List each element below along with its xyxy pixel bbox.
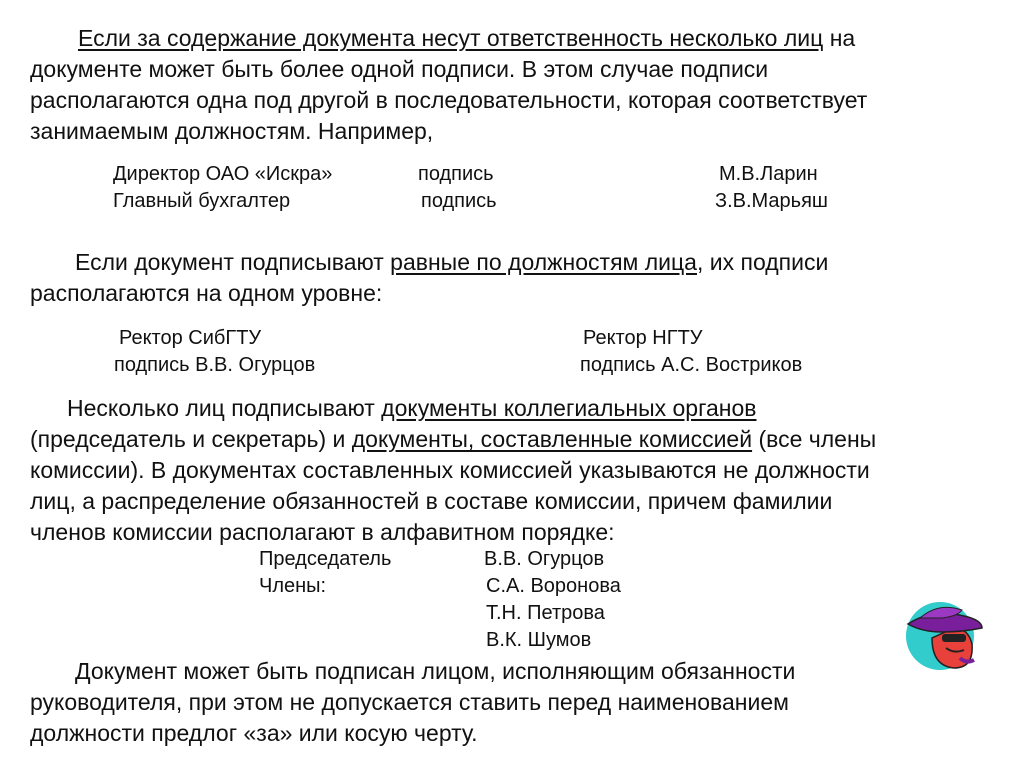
member-name: С.А. Воронова — [486, 575, 621, 597]
signature-line: подпись А.С. Востриков — [580, 354, 803, 376]
position-title: Ректор НГТУ — [583, 327, 703, 349]
paragraph-line: должности предлог «за» или косую черту. — [30, 720, 478, 746]
paragraph-line: документе может быть более одной подписи. В этом случае подписи — [30, 56, 769, 82]
paragraph-acting-head — [30, 656, 992, 749]
underlined-phrase: Если за содержание документа несут ответственность несколько лиц — [78, 25, 824, 51]
text: (все члены — [752, 426, 877, 452]
underlined-phrase: документы, составленные комиссией — [351, 426, 753, 452]
signature-line: подпись В.В. Огурцов — [114, 354, 316, 376]
text: , их подписи — [696, 249, 829, 275]
signature-placeholder: подпись — [421, 190, 497, 212]
paragraph-line: комиссии). В документах составленных комиссией указываются не должности — [30, 457, 870, 483]
paragraph-line: руководителя, при этом не допускается ставить перед наименованием — [30, 689, 789, 715]
paragraph-line — [30, 393, 992, 424]
paragraph-line — [30, 23, 992, 54]
position-title: Главный бухгалтер — [113, 190, 291, 212]
underlined-phrase: равные по должностям лица — [390, 249, 697, 275]
underlined-phrase: документы коллегиальных органов — [381, 395, 757, 421]
text: на — [823, 25, 856, 51]
member-name: В.К. Шумов — [486, 629, 592, 651]
paragraph-equal-signatures — [30, 247, 992, 309]
paragraph-line: лиц, а распределение обязанностей в составе комиссии, причем фамилии — [30, 488, 833, 514]
text: (председатель и секретарь) и — [30, 426, 352, 452]
paragraph-line: Документ может быть подписан лицом, исполняющим обязанности — [75, 658, 796, 684]
paragraph-collegial-documents — [30, 393, 992, 548]
chair-label: Председатель — [259, 548, 392, 570]
position-title: Ректор СибГТУ — [119, 327, 262, 349]
paragraph-line: располагаются одна под другой в последовательности, которая соответствует — [30, 87, 868, 113]
paragraph-line: располагаются на одном уровне: — [30, 280, 383, 306]
paragraph-line — [30, 247, 992, 278]
paragraph-line: занимаемым должностям. Например, — [30, 118, 434, 144]
chair-name: В.В. Огурцов — [484, 548, 605, 570]
signer-name: З.В.Марьяш — [715, 190, 828, 212]
text: Если документ подписывают — [75, 249, 391, 275]
members-label: Члены: — [259, 575, 327, 597]
member-name: Т.Н. Петрова — [486, 602, 605, 624]
signer-name: М.В.Ларин — [719, 163, 818, 185]
paragraph-multiple-signatures — [30, 23, 992, 147]
signature-placeholder: подпись — [418, 163, 494, 185]
text: Несколько лиц подписывают — [67, 395, 382, 421]
paragraph-line — [30, 424, 992, 455]
paragraph-line: членов комиссии располагают в алфавитном порядке: — [30, 519, 615, 545]
position-title: Директор ОАО «Искра» — [113, 163, 333, 185]
